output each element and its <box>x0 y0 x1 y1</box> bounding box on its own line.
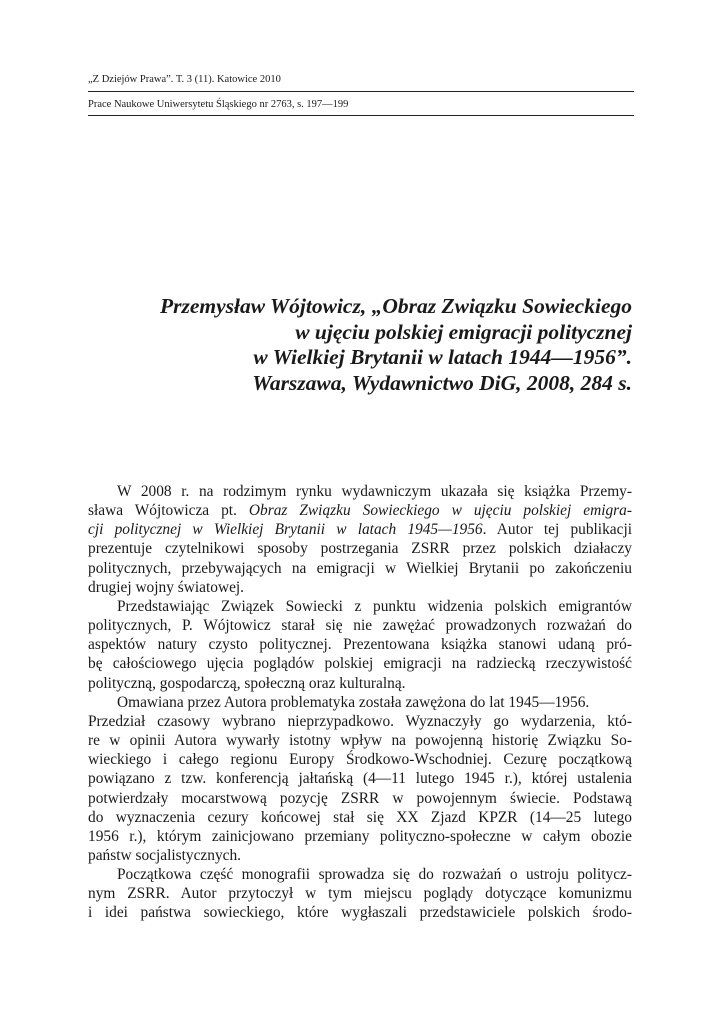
text-run: bę całościowego ujęcia poglądów polskiej emigracji na radziecką rzeczywistość <box>88 655 632 673</box>
text-run: politycznych, przebywających na emigracji w Wielkiej Brytanii po zakończeniu <box>88 559 632 577</box>
paragraph <box>88 597 632 693</box>
text-line <box>88 578 632 597</box>
text-line <box>88 884 632 903</box>
paragraph <box>88 865 632 922</box>
text-line <box>88 559 632 578</box>
text-run: polityczną, gospodarczą, społeczną oraz kulturalną. <box>88 674 406 692</box>
text-line <box>88 674 632 693</box>
text-run: Omawiana przez Autora problematyka została zawężona do lat 1945—1956. <box>117 693 590 711</box>
text-line <box>88 789 632 808</box>
text-run: wieckiego i całego regionu Europy Środkowo-Wschodniej. Cezurę początkową <box>88 751 632 769</box>
text-line <box>88 712 632 731</box>
text-run: sława Wójtowicza pt. <box>88 502 249 520</box>
review-body <box>88 482 632 923</box>
text-run: Przedział czasowy wybrano nieprzypadkowo. Wyznaczyły go wydarzenia, któ- <box>88 712 632 730</box>
title-line: Warszawa, Wydawnictwo DiG, 2008, 284 s. <box>252 370 632 395</box>
text-run: potwierdzały mocarstwową pozycję ZSRR w powojennym świecie. Podstawą <box>88 789 632 807</box>
review-title <box>88 294 632 396</box>
text-line <box>88 750 632 769</box>
title-line: w ujęciu polskiej emigracji politycznej <box>295 319 632 344</box>
title-line: w Wielkiej Brytanii w latach 1944—1956”. <box>253 345 632 369</box>
text-run: i idei państwa sowieckiego, które wygłaszali przedstawiciele polskich środo- <box>88 904 632 922</box>
italic-text: Obraz Związku Sowieckiego w ujęciu polskiej emigra- <box>248 502 632 520</box>
text-run: państw socjalistycznych. <box>88 846 242 864</box>
text-run: powiązano z tzw. konferencją jałtańską (4—11 lutego 1945 r.), której ustalenia <box>88 770 632 788</box>
italic-text: cji politycznej w Wielkiej Brytanii w latach 1945—1956 <box>88 521 483 539</box>
text-line <box>88 808 632 827</box>
text-run: aspektów natury czysto politycznej. Prezentowana książka stanowi udaną pró- <box>88 636 632 654</box>
text-line <box>88 903 632 922</box>
text-run: W 2008 r. na rodzimym rynku wydawniczym ukazała się książka Przemy- <box>117 483 632 500</box>
text-run: . Autor tej publikacji <box>482 521 632 539</box>
text-run: nym ZSRR. Autor przytoczył w tym miejscu poglądy dotyczące komunizmu <box>88 885 632 903</box>
text-run: 1956 r.), którym zainicjowano przemiany polityczno-społeczne w całym obozie <box>88 827 632 845</box>
text-line <box>88 827 632 846</box>
text-line <box>88 501 632 520</box>
text-line <box>88 597 632 616</box>
running-header <box>88 73 634 116</box>
text-line <box>88 769 632 788</box>
text-line <box>88 520 632 539</box>
text-run: drugiej wojny światowej. <box>88 578 245 596</box>
title-line: Przemysław Wójtowicz, „Obraz Związku Sowieckiego <box>159 294 632 318</box>
text-run: do wyznaczenia cezury końcowej stał się XX Zjazd KPZR (14—25 lutego <box>88 808 632 826</box>
text-line <box>88 865 632 884</box>
text-run: Przedstawiając Związek Sowiecki z punktu widzenia polskich emigrantów <box>117 597 632 615</box>
text-line <box>88 539 632 558</box>
text-run: politycznych, P. Wójtowicz starał się nie zawężać prowadzonych rozważań do <box>88 617 632 635</box>
paragraph <box>88 482 632 597</box>
text-line <box>88 482 632 501</box>
paragraph <box>88 693 632 865</box>
journal-citation: „Z Dziejów Prawa”. T. 3 (11). Katowice 2010 <box>88 73 634 92</box>
series-citation: Prace Naukowe Uniwersytetu Śląskiego nr 2763, s. 197—199 <box>88 92 634 116</box>
text-line <box>88 654 632 673</box>
text-line <box>88 693 632 712</box>
text-run: re w opinii Autora wywarły istotny wpływ na powojenną historię Związku So- <box>88 732 632 750</box>
text-line <box>88 635 632 654</box>
text-line <box>88 731 632 750</box>
text-run: Początkowa część monografii sprowadza się do rozważań o ustroju politycz- <box>117 866 632 884</box>
text-line <box>88 846 632 865</box>
text-run: prezentuje czytelnikowi sposoby postrzegania ZSRR przez polskich działaczy <box>88 540 632 558</box>
text-line <box>88 616 632 635</box>
